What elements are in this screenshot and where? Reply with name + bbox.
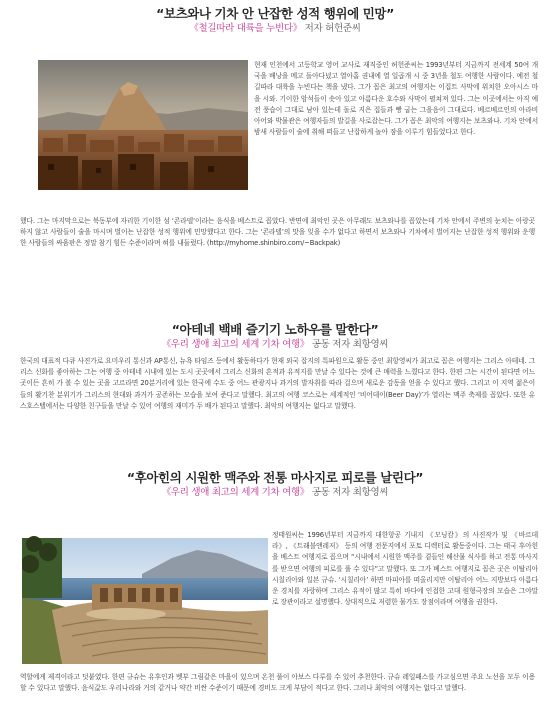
section-3-subtitle <box>10 486 540 499</box>
section-2-subtitle <box>10 338 540 351</box>
section-3-author: 공동 저자 최항영씨 <box>309 487 389 498</box>
section-1-title: “보츠와나 기차 안 난잡한 성적 행위에 민망” <box>156 6 394 21</box>
section-2-body: 한국의 대표적 다큐 사진가로 요미우리 통신과 AP통신, 뉴욕 타임즈 등에서 활동하다가 현재 외국 잡지의 특파원으로 활동 중인 최항영씨가 최고로 꼽은 여행지는 그리스 아테네. 그리스 신화를 좋아하는 그는 여행 중 아테네 시내에 있는 도시 곳곳에서 그리스 신화의 흔적과 유적지를 만날 수 있다는 것에 큰 매력을 느꼈다고 한다. 한편 그는 시간이 된다면 어느 곳이든 흔히 가 볼 수 있는 곳을 고르라면 20분거리에 있는 한국에 수도 중 어느 관광지나 과거의 발자취를 따라 걸으며 새로운 감동을 얻을 수 있다고 했다. 그리고 이 지역 젊은이들의 활기찬 분위기가 그리스의 현대와 과거가 공존하는 모습을 보여 준다고 말했다. 최고의 여행 코스로는 세계적인 ‘비어데이(Beer Day)’가 열리는 맥주 축제를 꼽았다. 또한 유스호스텔에서는 다양한 친구들을 만날 수 있어 여행의 재미가 두 배가 된다고 말했다. 최악의 여행지는 없다고 말했다. <box>20 357 535 410</box>
section-2 <box>10 322 540 351</box>
section-3-title: “후아힌의 시원한 맥주와 전통 마사지로 피로를 날린다” <box>126 470 424 485</box>
section-1-author: 저자 허헌준씨 <box>301 23 361 34</box>
section-3-book-title: 《우리 생애 최고의 세계 기차 여행》 <box>161 487 310 498</box>
section-2-book-title: 《우리 생애 최고의 세계 기차 여행》 <box>161 339 310 350</box>
section-3-body-right: 정태원씨는 1996년부터 지금까지 대한항공 기내지 《모닝캄》의 사진작가 및 《바르데라》, 《트래블앤레저》 등의 여행 전문지에서 포토 디렉터로 활동중이다. 그는 태국 후아힌을 베스트 여행지로 꼽으며 “시내에서 시원한 맥주를 곁들인 해산물 식사를 하고 전통 마사지를 받으면 여행의 피로를 풀 수 있다”고 말했다. 또 그가 베스트 여행지로 꼽은 곳은 이탈리아 시칠리아와 일본 규슈. ‘시칠리아’ 하면 마피아를 떠올리지만 이탈리아 어느 지방보다 아름다운 경치를 자랑하며 그리스 유적이 많고 특히 바다에 인접한 고대 원형극장의 모습은 그야말로 장관이라고 설명했다. 상대적으로 저렴한 물가도 장점이라며 여행을 권한다. <box>272 531 538 607</box>
section-1-subtitle <box>10 22 540 35</box>
section-1-book-title: 《철길따라 대륙을 누빈다》 <box>189 23 302 34</box>
section-3 <box>10 470 540 499</box>
section-1 <box>10 6 540 35</box>
section-2-title: “아테네 백배 즐기기 노하우를 말한다” <box>171 322 379 337</box>
section-1-body-full: 했다. 그는 마지막으로는 북동부에 자리한 기이한 섬 ‘콘라델’이라는 음식을 베스트로 꼽았다. 반면에 최악인 곳은 아무래도 보츠와나를 꼽았는데 기차 안에서 주변의 눈치는 아랑곳하지 않고 사람들이 술을 마시며 벌이는 난잡한 성적 행위에 민망했다고 한다. 그는 ‘콘라델’의 맛을 잊을 수가 없다고 하면서 보츠와나 기차에서 벌어지는 난잡한 성적 행위와 운행한 사람들의 싸움판은 정말 참기 힘든 수준이라며 혀를 내둘렀다. (http://myhome.shinbiro.com/~Backpak) <box>20 217 535 248</box>
section-2-author: 공동 저자 최항영씨 <box>309 339 389 350</box>
section-1-body-right: 현재 인천에서 고등학교 영어 교사로 재직중인 허헌준씨는 1993년부터 지금까지 전세계 50여 개국을 배낭을 메고 돌아다녔고 열아홉 권내에 열 일곱개 시 중 3년을 철도 여행한 사람이다. 예전 철길따라 대륙을 누빈다는 책을 냈다. 그가 꼽은 최고의 여행지는 이집트 사막에 위치한 오아시스 마을 시와. 기이한 암석들이 솟아 있고 아름다운 호수와 사막이 펼쳐져 있다. 그는 이곳에서는 아직 예전 풍습이 그대로 남아 있는데 돌로 지은 집들과 빵 굽는 그을음이 그대로다. 베르베르인의 아라비아어와 박물관은 여행자들의 발길을 사로잡는다. 그가 꼽은 최악의 여행지는 보츠와나. 기차 안에서 밤새 사람들이 술에 취해 떠들고 난잡하게 놀아 잠을 이루기 힘들었다고 한다. <box>254 61 538 137</box>
sicily-theatre-photo <box>22 514 268 664</box>
oasis-photo <box>38 60 248 190</box>
section-3-body-full: 역할에게 제격이라고 덧붙였다. 한편 규슈는 유후인과 벳부 그림같은 마을이 있으며 온천 풀이 아보스 다루를 수 있어 추천한다. 규슈 레일패스를 가고심으면 주요 노선을 모두 이용할 수 있다고 말했다. 음식값도 우리나라와 거의 같거나 약간 비싼 수준이기 때문에 경비도 크게 부담이 적다고 한다. 그러나 최악의 여행지는 없다고 말했다. <box>20 673 535 693</box>
